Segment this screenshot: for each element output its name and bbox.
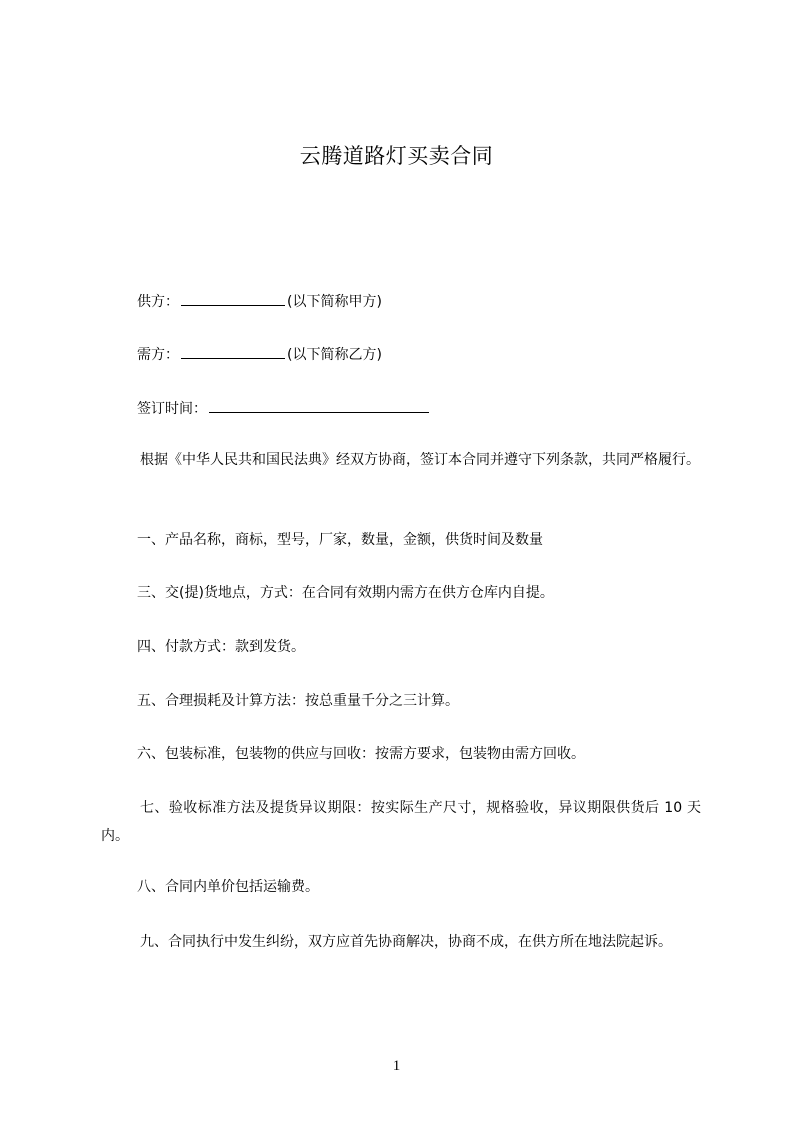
supplier-blank [181, 291, 285, 306]
clause-3: 三、交(提)货地点，方式：在合同有效期内需方在供方仓库内自提。 [137, 585, 554, 601]
buyer-line [137, 344, 382, 365]
supplier-label: 供方： [137, 294, 179, 310]
page-number: 1 [392, 1058, 401, 1074]
clause-8: 八、合同内单价包括运输费。 [137, 879, 319, 895]
clause-6: 六、包装标准，包装物的供应与回收：按需方要求，包装物由需方回收。 [137, 746, 585, 762]
clause-7: 七、验收标准方法及提货异议期限：按实际生产尺寸，规格验收，异议期限供货后 10 天内。 [101, 800, 701, 844]
buyer-note: (以下简称乙方) [287, 347, 382, 363]
clause-9: 九、合同执行中发生纠纷，双方应首先协商解决，协商不成，在供方所在地法院起诉。 [140, 934, 672, 950]
buyer-blank [181, 344, 285, 359]
supplier-note: (以下简称甲方) [287, 294, 382, 310]
clause-5: 五、合理损耗及计算方法：按总重量千分之三计算。 [137, 693, 459, 709]
signing-blank [209, 398, 429, 413]
supplier-line [137, 291, 382, 312]
intro-paragraph: 根据《中华人民共和国民法典》经双方协商，签订本合同并遵守下列条款，共同严格履行。 [140, 452, 700, 468]
signing-label: 签订时间： [137, 401, 207, 417]
buyer-label: 需方： [137, 347, 179, 363]
clause-1: 一、产品名称，商标，型号，厂家，数量，金额，供货时间及数量 [137, 532, 543, 548]
document-title: 云腾道路灯买卖合同 [299, 144, 494, 168]
clause-4: 四、付款方式：款到发货。 [137, 639, 305, 655]
signing-line [137, 398, 431, 419]
